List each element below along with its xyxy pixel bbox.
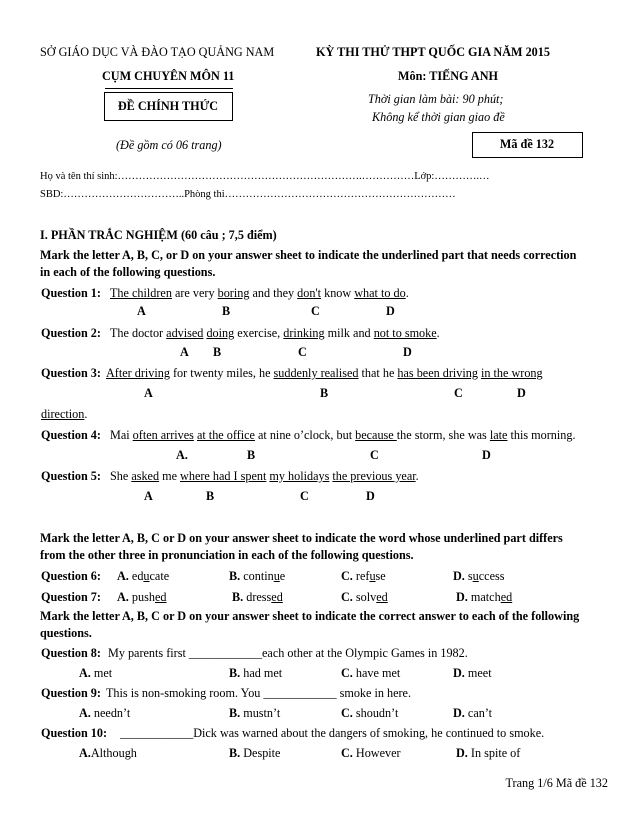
question-10 bbox=[41, 726, 544, 741]
underlined-sound: u bbox=[472, 569, 479, 583]
question-9 bbox=[41, 686, 411, 701]
question-label: Question 5: bbox=[41, 469, 101, 483]
underlined-sound: u bbox=[273, 569, 280, 583]
subject: Môn: TIẾNG ANH bbox=[398, 69, 498, 83]
letter-d: D bbox=[386, 304, 395, 318]
question-7 bbox=[41, 590, 101, 605]
option-letter: D. bbox=[453, 706, 465, 720]
option-d bbox=[453, 569, 504, 584]
text: for twenty miles, he bbox=[169, 366, 274, 380]
letter-a: A. bbox=[176, 448, 188, 462]
text: . bbox=[84, 407, 88, 421]
option-a bbox=[79, 706, 130, 721]
option-letter: D. bbox=[453, 569, 465, 583]
instruction-correct-answer-2: questions. bbox=[40, 626, 92, 640]
text: solv bbox=[355, 590, 377, 604]
text: ed bbox=[131, 569, 144, 583]
question-2 bbox=[41, 326, 440, 341]
text: The doctor bbox=[109, 326, 167, 340]
time-note: Không kể thời gian giao đề bbox=[372, 110, 505, 124]
text: the storm, she was bbox=[396, 428, 490, 442]
question-8 bbox=[41, 646, 468, 661]
letter-c: C bbox=[298, 345, 307, 359]
underlined-part-d-cont: direction bbox=[41, 407, 85, 421]
instruction-line-2: in each of the following questions. bbox=[40, 265, 216, 279]
department-name: SỞ GIÁO DỤC VÀ ĐÀO TẠO QUẢNG NAM bbox=[40, 45, 275, 59]
text: Despite bbox=[243, 746, 281, 760]
question-label: Question 9: bbox=[41, 686, 101, 700]
underlined-part-a: After driving bbox=[105, 366, 170, 380]
text: mustn’t bbox=[243, 706, 281, 720]
letter-d: D bbox=[403, 345, 412, 359]
text: and they bbox=[249, 286, 298, 300]
exam-code: Mã đề 132 bbox=[499, 137, 555, 151]
text: match bbox=[470, 590, 501, 604]
letter-d: D bbox=[517, 386, 526, 400]
text: . bbox=[415, 469, 419, 483]
letter-b: B bbox=[222, 304, 231, 318]
underlined-part-b: doing bbox=[206, 326, 235, 340]
underlined-part-b: at the office bbox=[196, 428, 255, 442]
question-5 bbox=[41, 469, 419, 484]
option-letter: A. bbox=[117, 569, 129, 583]
text: ccess bbox=[478, 569, 505, 583]
underlined-part-d: not to smoke bbox=[373, 326, 437, 340]
text: In spite of bbox=[470, 746, 521, 760]
page-count-note: (Đề gồm có 06 trang) bbox=[116, 138, 222, 152]
option-letter: D. bbox=[453, 666, 465, 680]
instruction-correct-answer-1: Mark the letter A, B, C or D on your answer sheet to indicate the correct answer to each of the following bbox=[40, 609, 580, 623]
letter-c: C bbox=[300, 489, 309, 503]
text: can’t bbox=[467, 706, 493, 720]
option-a bbox=[79, 746, 137, 761]
letter-b: B bbox=[320, 386, 329, 400]
text: met bbox=[93, 666, 113, 680]
option-letter: A. bbox=[79, 706, 91, 720]
option-letter: C. bbox=[341, 590, 353, 604]
question-label: Question 3: bbox=[41, 366, 101, 380]
question-1 bbox=[41, 286, 409, 301]
option-letter: B. bbox=[229, 569, 241, 583]
text: . bbox=[436, 326, 440, 340]
page-footer: Trang 1/6 Mã đề 132 bbox=[505, 776, 608, 790]
question-label: Question 2: bbox=[41, 326, 101, 340]
question-text: My parents first ____________each other at the Olympic Games in 1982. bbox=[107, 646, 468, 660]
underlined-sound: ed bbox=[376, 590, 388, 604]
question-label: Question 1: bbox=[41, 286, 101, 300]
option-c bbox=[341, 746, 401, 761]
underlined-sound: ed bbox=[154, 590, 167, 604]
official-label: ĐỀ CHÍNH THỨC bbox=[117, 99, 219, 113]
question-label: Question 7: bbox=[41, 590, 101, 604]
header-rule bbox=[105, 88, 233, 89]
sbd-line: SBD:……………………………..Phòng thi………………………………………………………… bbox=[40, 189, 456, 200]
question-label: Question 6: bbox=[41, 569, 101, 583]
underlined-part-a: often arrives bbox=[132, 428, 194, 442]
underlined-part-d: the previous year bbox=[332, 469, 416, 483]
option-b bbox=[229, 569, 285, 584]
underlined-part-a: asked bbox=[131, 469, 160, 483]
underlined-sound: u bbox=[369, 569, 376, 583]
question-label: Question 10: bbox=[41, 726, 108, 740]
option-c bbox=[341, 590, 388, 605]
underlined-part-a: The children bbox=[109, 286, 172, 300]
text: contin bbox=[243, 569, 274, 583]
option-letter: A. bbox=[117, 590, 129, 604]
letter-d: D bbox=[482, 448, 491, 462]
text: exercise, bbox=[234, 326, 284, 340]
option-b bbox=[229, 666, 282, 681]
option-letter: C. bbox=[341, 706, 353, 720]
text: push bbox=[131, 590, 155, 604]
text: However bbox=[355, 746, 401, 760]
text: dress bbox=[246, 590, 272, 604]
question-4 bbox=[41, 428, 576, 443]
option-letter: B. bbox=[232, 590, 244, 604]
text: have met bbox=[355, 666, 401, 680]
underlined-part-b: suddenly realised bbox=[273, 366, 359, 380]
question-label: Question 8: bbox=[41, 646, 101, 660]
text: this morning. bbox=[507, 428, 576, 442]
letter-a: A bbox=[180, 345, 189, 359]
letter-b: B bbox=[213, 345, 222, 359]
section-title: I. PHẦN TRẮC NGHIỆM (60 câu ; 7,5 điểm) bbox=[40, 228, 277, 242]
letter-d: D bbox=[366, 489, 375, 503]
instruction-pronunciation-1: Mark the letter A, B, C or D on your answer sheet to indicate the word whose underlined part differs bbox=[40, 531, 563, 545]
option-c bbox=[341, 569, 386, 584]
question-text: ____________Dick was warned about the dangers of smoking, he continued to smoke. bbox=[120, 726, 545, 740]
underlined-sound: u bbox=[143, 569, 150, 583]
question-3-continued bbox=[41, 407, 87, 422]
option-a bbox=[79, 666, 112, 681]
option-letter: B. bbox=[229, 746, 241, 760]
text: meet bbox=[467, 666, 492, 680]
exam-title: KỲ THI THỬ THPT QUỐC GIA NĂM 2015 bbox=[316, 45, 550, 59]
letter-c: C bbox=[311, 304, 320, 318]
text: needn’t bbox=[93, 706, 131, 720]
text: that he bbox=[358, 366, 398, 380]
time-allowed: Thời gian làm bài: 90 phút; bbox=[368, 92, 504, 106]
underlined-sound: ed bbox=[500, 590, 513, 604]
text: ref bbox=[355, 569, 370, 583]
text: Although bbox=[90, 746, 137, 760]
question-label: Question 4: bbox=[41, 428, 101, 442]
option-letter: C. bbox=[341, 746, 353, 760]
option-letter: A. bbox=[79, 746, 91, 760]
text: are very bbox=[171, 286, 218, 300]
question-text: This is non-smoking room. You ____________ smoke in here. bbox=[105, 686, 412, 700]
underlined-part-a: advised bbox=[166, 326, 204, 340]
cluster-name: CỤM CHUYÊN MÔN 11 bbox=[102, 69, 235, 83]
letter-a: A bbox=[137, 304, 146, 318]
option-c bbox=[341, 666, 400, 681]
option-a bbox=[117, 569, 169, 584]
option-letter: B. bbox=[229, 706, 241, 720]
text: at nine o’clock, but bbox=[254, 428, 356, 442]
student-name-line: Họ và tên thí sinh:…………………………………………………………….……………Lớp:………….… bbox=[40, 171, 490, 182]
option-b bbox=[232, 590, 283, 605]
text: know bbox=[321, 286, 355, 300]
underlined-part-b: boring bbox=[217, 286, 250, 300]
question-6 bbox=[41, 569, 101, 584]
option-c bbox=[341, 706, 398, 721]
instruction-line-1: Mark the letter A, B, C, or D on your answer sheet to indicate the underlined part that needs correction bbox=[40, 248, 577, 262]
option-letter: C. bbox=[341, 666, 353, 680]
letter-b: B bbox=[206, 489, 215, 503]
underlined-part-d: what to do bbox=[354, 286, 406, 300]
underlined-part-c: has been driving bbox=[397, 366, 478, 380]
letter-c: C bbox=[370, 448, 379, 462]
underlined-part-c: don't bbox=[297, 286, 322, 300]
underlined-part-d: late bbox=[489, 428, 508, 442]
option-letter: D. bbox=[456, 746, 468, 760]
underlined-part-c: my holidays bbox=[269, 469, 330, 483]
option-letter: A. bbox=[79, 666, 91, 680]
option-b bbox=[229, 746, 280, 761]
text: cate bbox=[149, 569, 170, 583]
text: shoudn’t bbox=[355, 706, 399, 720]
text: . bbox=[405, 286, 409, 300]
underlined-sound: ed bbox=[271, 590, 283, 604]
option-d bbox=[456, 746, 520, 761]
underlined-part-d: in the wrong bbox=[481, 366, 543, 380]
text: She bbox=[109, 469, 132, 483]
letter-a: A bbox=[144, 489, 153, 503]
text: e bbox=[279, 569, 286, 583]
letter-b: B bbox=[247, 448, 256, 462]
text: had met bbox=[243, 666, 283, 680]
text: milk and bbox=[324, 326, 374, 340]
underlined-part-c: because bbox=[355, 428, 397, 442]
option-d bbox=[456, 590, 512, 605]
instruction-pronunciation-2: from the other three in pronunciation in each of the following questions. bbox=[40, 548, 414, 562]
option-d bbox=[453, 666, 492, 681]
option-letter: D. bbox=[456, 590, 468, 604]
option-d bbox=[453, 706, 492, 721]
text: Mai bbox=[109, 428, 133, 442]
letter-a: A bbox=[144, 386, 153, 400]
option-letter: C. bbox=[341, 569, 353, 583]
text: me bbox=[159, 469, 181, 483]
underlined-part-b: where had I spent bbox=[180, 469, 267, 483]
underlined-part-c: drinking bbox=[283, 326, 325, 340]
letter-c: C bbox=[454, 386, 463, 400]
option-letter: B. bbox=[229, 666, 241, 680]
question-3 bbox=[41, 366, 543, 381]
text: s bbox=[467, 569, 473, 583]
text: se bbox=[375, 569, 386, 583]
option-a bbox=[117, 590, 166, 605]
option-b bbox=[229, 706, 280, 721]
